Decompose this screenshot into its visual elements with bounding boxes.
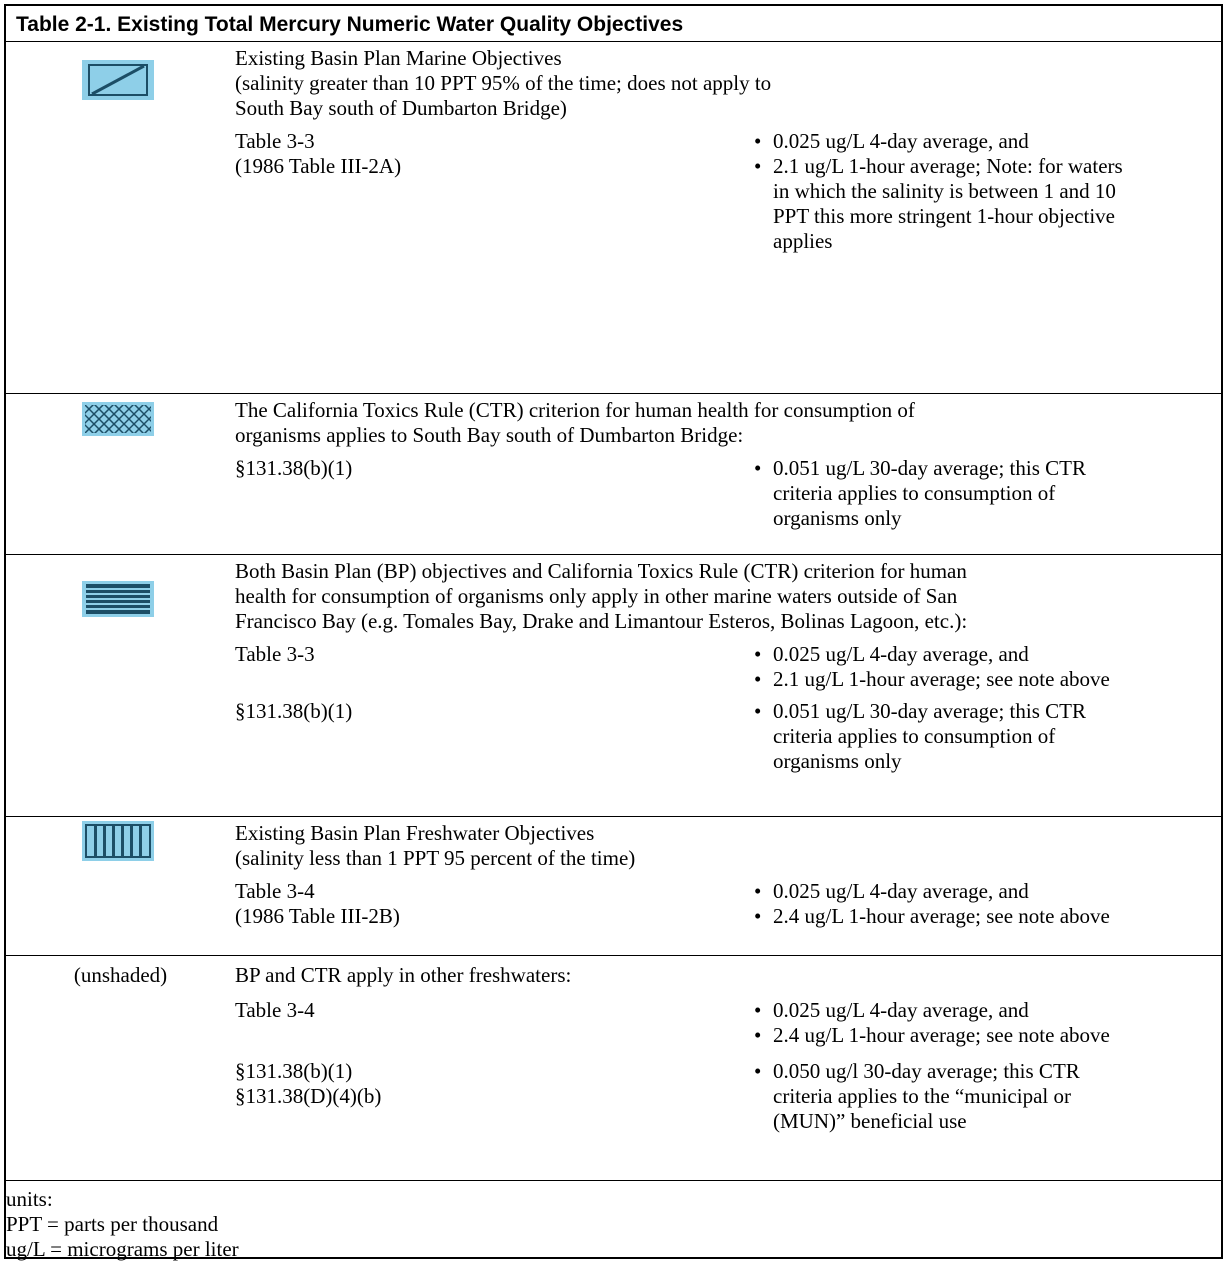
- section-description-line: The California Toxics Rule (CTR) criterion for human health for consumption of: [235, 398, 915, 422]
- section-description-line: organisms applies to South Bay south of Dumbarton Bridge:: [235, 423, 744, 447]
- objective-bullet: • 0.025 ug/L 4-day average, and: [754, 642, 1211, 667]
- objective-bullet: • 2.4 ug/L 1-hour average; see note above: [754, 1023, 1211, 1048]
- reference: §131.38(b)(1) §131.38(D)(4)(b): [235, 1059, 382, 1108]
- objective-row: [235, 456, 1221, 531]
- objective-row: [235, 129, 1221, 254]
- section-description-line: Existing Basin Plan Freshwater Objectives: [235, 821, 595, 845]
- section-description-line: (salinity less than 1 PPT 95 percent of the time): [235, 846, 636, 870]
- section-marine-objectives: [6, 42, 1221, 394]
- objective-bullet: • 2.1 ug/L 1-hour average; Note: for waters in which the salinity is between 1 and 10 PPT this more stringent 1-hour objective applies: [754, 154, 1211, 254]
- reference: §131.38(b)(1): [235, 456, 353, 480]
- vertical-lines-swatch-icon: [82, 821, 154, 861]
- objective-bullet: • 2.4 ug/L 1-hour average; see note above: [754, 904, 1211, 929]
- unshaded-label: (unshaded): [73, 963, 168, 987]
- section-description-line: health for consumption of organisms only apply in other marine waters outside of San: [235, 584, 958, 608]
- objective-bullet: • 0.050 ug/l 30-day average; this CTR criteria applies to the “municipal or (MUN)” beneficial use: [754, 1059, 1211, 1134]
- objective-bullet: • 0.025 ug/L 4-day average, and: [754, 998, 1211, 1023]
- objective-bullet: • 2.1 ug/L 1-hour average; see note above: [754, 667, 1211, 692]
- objectives-table: [4, 4, 1223, 1259]
- objective-bullet: • 0.051 ug/L 30-day average; this CTR criteria applies to consumption of organisms only: [754, 699, 1211, 774]
- reference: Table 3-3: [235, 642, 315, 666]
- units-line: PPT = parts per thousand: [6, 1212, 219, 1236]
- section-description-line: BP and CTR apply in other freshwaters:: [235, 963, 572, 987]
- section-description-line: (salinity greater than 10 PPT 95% of the time; does not apply to: [235, 71, 772, 95]
- section-description-line: Francisco Bay (e.g. Tomales Bay, Drake and Limantour Esteros, Bolinas Lagoon, etc.):: [235, 609, 968, 633]
- units-footnote: [6, 1181, 1221, 1261]
- section-description-line: Existing Basin Plan Marine Objectives: [235, 46, 562, 70]
- section-description-line: Both Basin Plan (BP) objectives and California Toxics Rule (CTR) criterion for human: [235, 559, 967, 583]
- units-line: ug/L = micrograms per liter: [6, 1237, 239, 1261]
- reference: Table 3-4: [235, 998, 315, 1022]
- objective-bullet: • 0.025 ug/L 4-day average, and: [754, 129, 1211, 154]
- objective-row: [235, 998, 1221, 1048]
- reference: Table 3-3 (1986 Table III-2A): [235, 129, 402, 178]
- objective-row: [235, 699, 1221, 774]
- objective-row: [235, 1059, 1221, 1134]
- objective-row: [235, 879, 1221, 929]
- section-description-line: South Bay south of Dumbarton Bridge): [235, 96, 567, 120]
- section-freshwater-objectives: [6, 817, 1221, 956]
- section-other-marine-waters: [6, 555, 1221, 817]
- section-ctr-south-bay: [6, 394, 1221, 555]
- table-title: Table 2-1. Existing Total Mercury Numeric Water Quality Objectives: [6, 6, 1221, 42]
- objective-bullet: • 0.025 ug/L 4-day average, and: [754, 879, 1211, 904]
- units-line: units:: [6, 1187, 53, 1211]
- diagonal-hatch-swatch-icon: [82, 60, 154, 100]
- reference: Table 3-4 (1986 Table III-2B): [235, 879, 400, 928]
- reference: §131.38(b)(1): [235, 699, 353, 723]
- crosshatch-swatch-icon: [82, 402, 154, 436]
- objective-bullet: • 0.051 ug/L 30-day average; this CTR criteria applies to consumption of organisms only: [754, 456, 1211, 531]
- horizontal-lines-swatch-icon: [82, 581, 154, 617]
- section-other-freshwaters: [6, 956, 1221, 1181]
- objective-row: [235, 642, 1221, 692]
